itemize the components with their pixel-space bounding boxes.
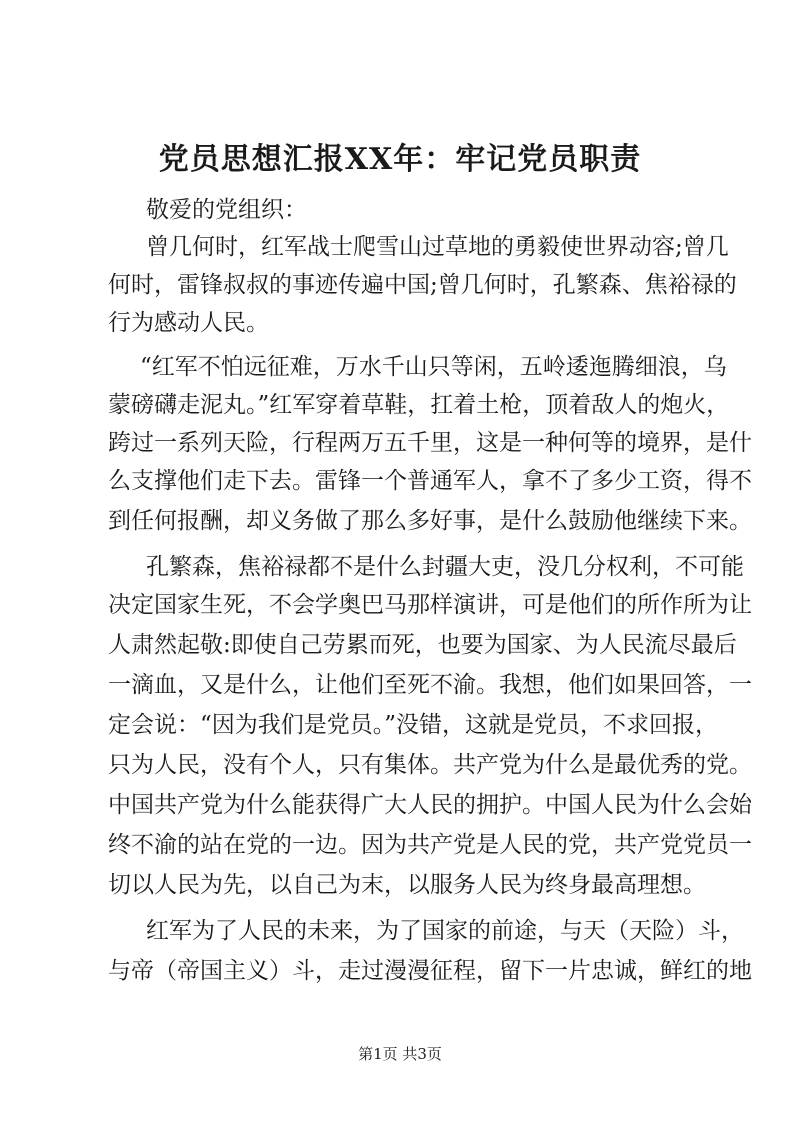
paragraph-line: 行为感动人民。 bbox=[108, 310, 269, 336]
paragraph-line: 中国共产党为什么能获得广大人民的拥护。中国人民为什么会始 bbox=[108, 792, 752, 818]
paragraph-line: 蒙磅礴走泥丸。”红军穿着草鞋，扛着土枪，顶着敌人的炮火， bbox=[108, 392, 730, 418]
paragraph-line: 定会说：“因为我们是党员。”没错，这就是党员，不求回报， bbox=[108, 712, 719, 738]
paragraph-line: 何时，雷锋叔叔的事迹传遍中国;曾几何时，孔繁森、焦裕禄的 bbox=[108, 272, 737, 298]
paragraph-line: 决定国家生死，不会学奥巴马那样演讲，可是他们的所作所为让 bbox=[108, 592, 752, 618]
paragraph-line: 人肃然起敬:即使自己劳累而死，也要为国家、为人民流尽最后 bbox=[108, 632, 737, 658]
paragraph-line: 切以人民为先，以自己为末，以服务人民为终身最高理想。 bbox=[108, 872, 706, 898]
paragraph-line: 红军为了人民的未来，为了国家的前途，与天（天险）斗， bbox=[146, 918, 744, 944]
paragraph-line: 跨过一系列天险，行程两万五千里，这是一种何等的境界，是什 bbox=[108, 430, 752, 456]
paragraph-line: 终不渝的站在党的一边。因为共产党是人民的党，共产党党员一 bbox=[108, 832, 752, 858]
page-footer: 第1页 共3页 bbox=[358, 1045, 442, 1063]
paragraph-line: “红军不怕远征难，万水千山只等闲，五岭逶迤腾细浪，乌 bbox=[140, 354, 727, 380]
salutation: 敬爱的党组织： bbox=[146, 197, 307, 223]
paragraph-line: 么支撑他们走下去。雷锋一个普通军人，拿不了多少工资，得不 bbox=[108, 468, 752, 494]
paragraph-line: 一滴血，又是什么，让他们至死不渝。我想，他们如果回答，一 bbox=[108, 672, 752, 698]
paragraph-line: 只为人民，没有个人，只有集体。共产党为什么是最优秀的党。 bbox=[108, 752, 752, 778]
paragraph-line: 曾几何时，红军战士爬雪山过草地的勇毅使世界动容;曾几 bbox=[146, 234, 729, 260]
paragraph-line: 到任何报酬，却义务做了那么多好事，是什么鼓励他继续下来。 bbox=[108, 508, 752, 534]
paragraph-line: 孔繁森，焦裕禄都不是什么封疆大吏，没几分权利，不可能 bbox=[146, 554, 744, 580]
paragraph-line: 与帝（帝国主义）斗，走过漫漫征程，留下一片忠诚，鲜红的地 bbox=[108, 958, 752, 984]
document-title: 党员思想汇报XX年：牢记党员职责 bbox=[158, 142, 642, 177]
